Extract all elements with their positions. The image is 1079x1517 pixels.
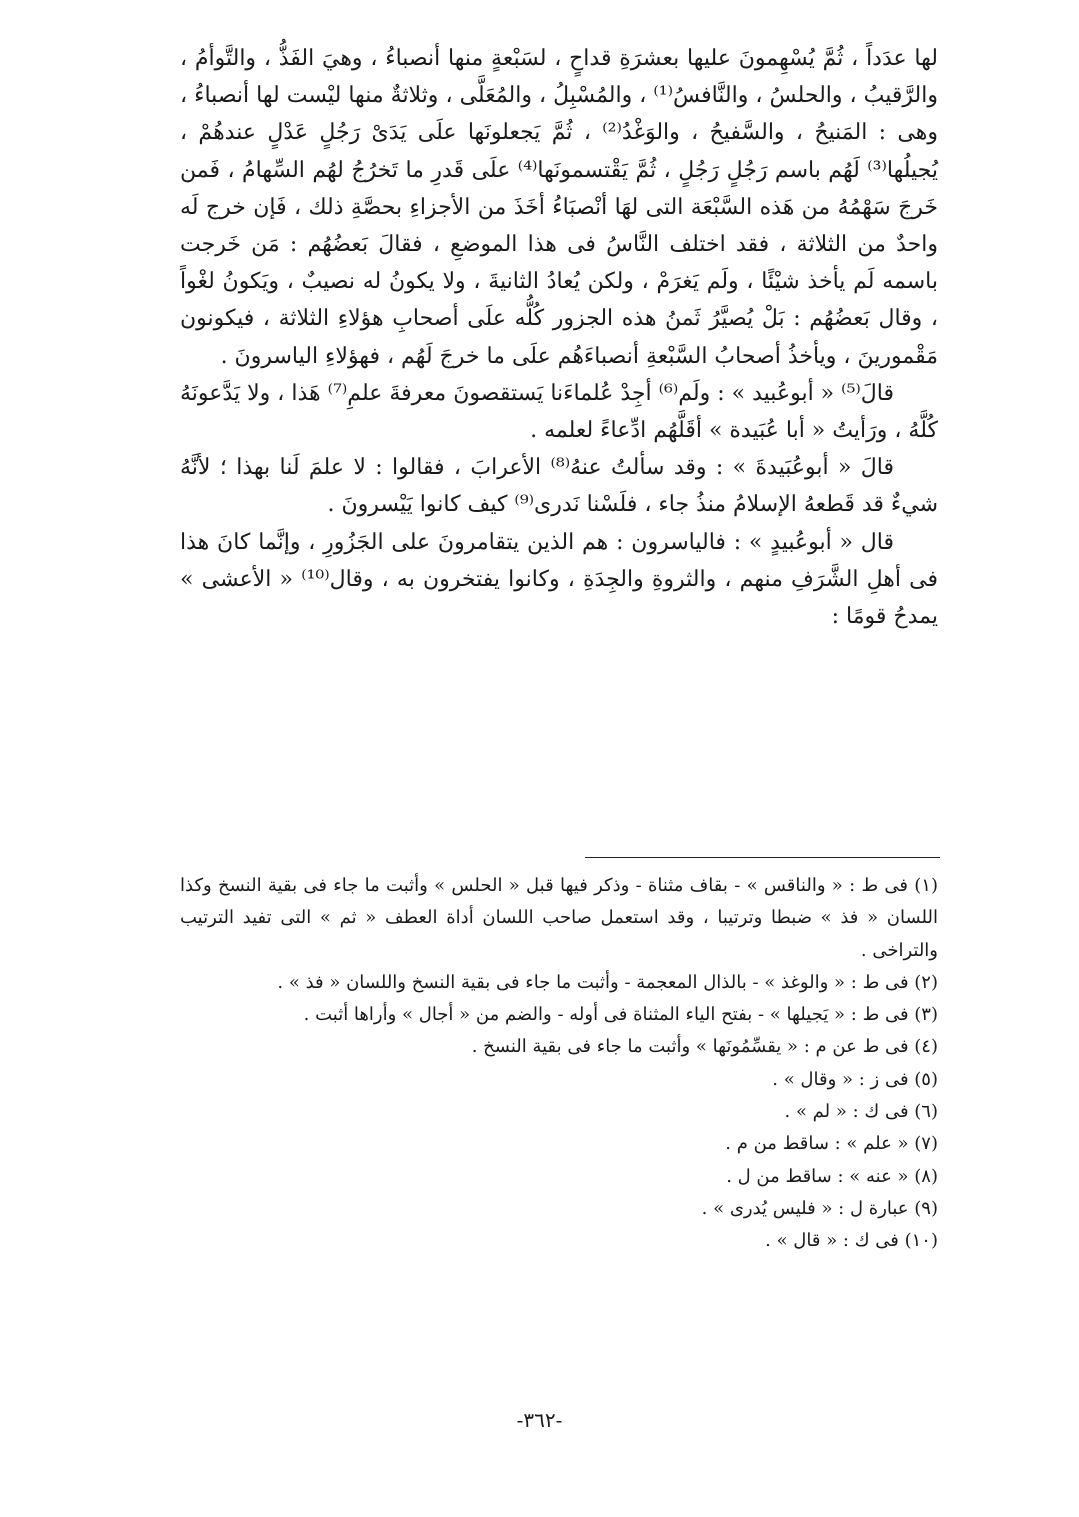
text-line: قالَ « أبوعُبَيدةَ » : وقد سألتُ عنهُ⁽⁸⁾ الأعرابَ ، فقالوا : لا علمَ لَنا بهذا ؛ <box>219 455 894 481</box>
footnote-line: (٦) فى ك : « لم » . <box>784 1101 938 1123</box>
text-line: قال « أبوعُبيدٍ » : فالياسرون : هم الذين يتقامرونَ على الجَزُورِ ، وإنَّما كانَ هذا <box>180 529 894 555</box>
footnote-line: (٨) « عنه » : ساقط من ل . <box>726 1165 938 1187</box>
paragraph-2 <box>180 375 938 449</box>
footnote-2 <box>180 967 938 999</box>
paragraph-1 <box>180 40 938 375</box>
text-line: علَى أصحابِ هؤلاءِ الثلاثة ، فيكونون مَقْمورينَ ، ويأخذُ أصحابُ السَّبْعةِ <box>180 306 938 369</box>
text-line: قالَ⁽⁵⁾ « أبوعُبيد » : ولَم⁽⁶⁾ أجِدْ عُلماءَنا يَستقصونَ معرفةَ علمِ⁽⁷⁾ هَذا ، ولا <box>247 380 894 406</box>
text-line: لأنَّهُ شيءٌ قد قَطعهُ الإسلامُ منذُ جاء ، فلَسْنا نَدرى⁽⁹⁾ كيف كانوا يَيْسرونَ . <box>180 455 938 518</box>
footnote-3 <box>180 999 938 1031</box>
footnote-9 <box>180 1193 938 1225</box>
footnote-line: (٧) « علم » : ساقط من م . <box>725 1133 938 1155</box>
footnote-line: (٢) فى ط : « والوغذ » - بالذال المعجمة - وأثبت ما جاء فى بقية النسخ واللسان « فذ » . <box>277 971 938 993</box>
footnote-4 <box>180 1031 938 1063</box>
text-line: لهُم السِّهامُ ، فَمن خَرجَ سَهْمُهُ من هَذه السَّبْعَة التى لهَا أنْصبَاءُ أخَذَ من الأجزاءِ <box>180 157 939 220</box>
footnote-line: (١) فى ط : « والناقس » - بقاف مثناة - وذكر فيها قبل « الحلس » وأثبت ما جاء فى <box>303 875 938 896</box>
main-text <box>180 40 938 635</box>
footnote-line: (٣) فى ط : « يَجيلها » - بفتح الياء المثناة فى أوله - والضم من « أجال » وأراها أثبت . <box>303 1004 938 1026</box>
footnote-line: (٥) فى ز : « وقال » . <box>772 1068 938 1090</box>
footnote-6 <box>180 1096 938 1128</box>
text-line: والتَّوأمُ ، والرَّقيبُ ، والحلسُ ، والنَّافسُ⁽¹⁾ ، والمُسْبِلُ ، والمُعَلَّى ، وثلاثةٌ منها ليْست <box>180 46 938 109</box>
text-line: فى أهلِ الشَّرَفِ منهم ، والثروةِ والجِدَةِ ، وكانوا يفتخرون به ، وقال⁽¹⁰⁾ <box>301 566 939 592</box>
footnote-line: (٩) عبارة ل : « فليس يُدرى » . <box>701 1197 938 1219</box>
text-line: عَدْلٍ عندهُمْ ، يُجيلُها⁽³⁾ لَهُم باسم رَجُلٍ رَجُلٍ ، ثُمَّ يَقْتسمونَها⁽⁴⁾ علَى قَدرِ ما تَخرُجُ <box>180 120 938 183</box>
text-line: فقالَ بَعضُهُم : مَن خَرجت باسمه لَم يأخذ شيْئًا ، ولَم يَغرَمْ ، ولكن يُعادُ الثانيةَ ، <box>180 232 938 295</box>
text-line: « الأعشى » يمدحُ قومًا : <box>180 566 938 630</box>
text-line: أنصباءَهُم علَى ما خرجَ لَهُم ، فهؤلاءِ الياسرونَ . <box>220 343 639 369</box>
footnote-line: (٤) فى ط عن م : « يقسِّمُونَها » وأثبت ما جاء فى بقية النسخ . <box>471 1036 938 1058</box>
text-line: ولا يكونُ له نصيبٌ ، ويَكونُ لغْواً ، وقال بَعضُهُم : بَلْ يُصيَّرُ ثَمنُ هذه الجزور كُلُّه <box>180 269 938 332</box>
text-line: بحصَّةِ ذلك ، فَإن خرج لَه واحدٌ من الثلاثة ، فقد اختلف النَّاسُ فى هذا الموضعِ ، <box>180 194 938 258</box>
page-number: -٣٦٢- <box>516 1408 563 1432</box>
text-line: يَدَّعونَهُ كُلَّهُ ، ورَأيتُ « أبا عُبَيدة » أقَلَّهُم ادِّعاءً لعلمه . <box>180 380 938 444</box>
footnote-8 <box>180 1161 938 1193</box>
paragraph-3 <box>180 449 938 523</box>
footnote-line: بقية النسخ وكذا اللسان « فذ » ضبطا وترتيبا ، وقد استعمل صاحب اللسان أداة <box>180 875 938 929</box>
footnote-line: العطف « ثم » التى تفيد الترتيب والتراخى . <box>180 907 938 961</box>
footnote-line: (١٠) فى ك : « قال » . <box>765 1230 938 1252</box>
footnotes <box>180 870 938 1258</box>
footnote-divider <box>585 857 940 858</box>
paragraph-4 <box>180 524 938 636</box>
text-line: لها عدَداً ، ثُمَّ يُسْهِمونَ عليها بعشرَةِ قداحٍ ، لسَبْعةٍ منها أنصباءُ ، وهيَ الفَذُّ ، <box>263 46 938 71</box>
text-line: لها أنصباءُ ، وهى : المَنيحُ ، والسَّفيحُ ، والوَغْدُ⁽²⁾ ، ثُمَّ يَجعلونَها علَى يَدَىْ رَجُلٍ <box>180 83 938 146</box>
footnote-1 <box>180 870 938 967</box>
footnote-10 <box>180 1225 938 1257</box>
footnote-7 <box>180 1128 938 1160</box>
footnote-5 <box>180 1064 938 1096</box>
